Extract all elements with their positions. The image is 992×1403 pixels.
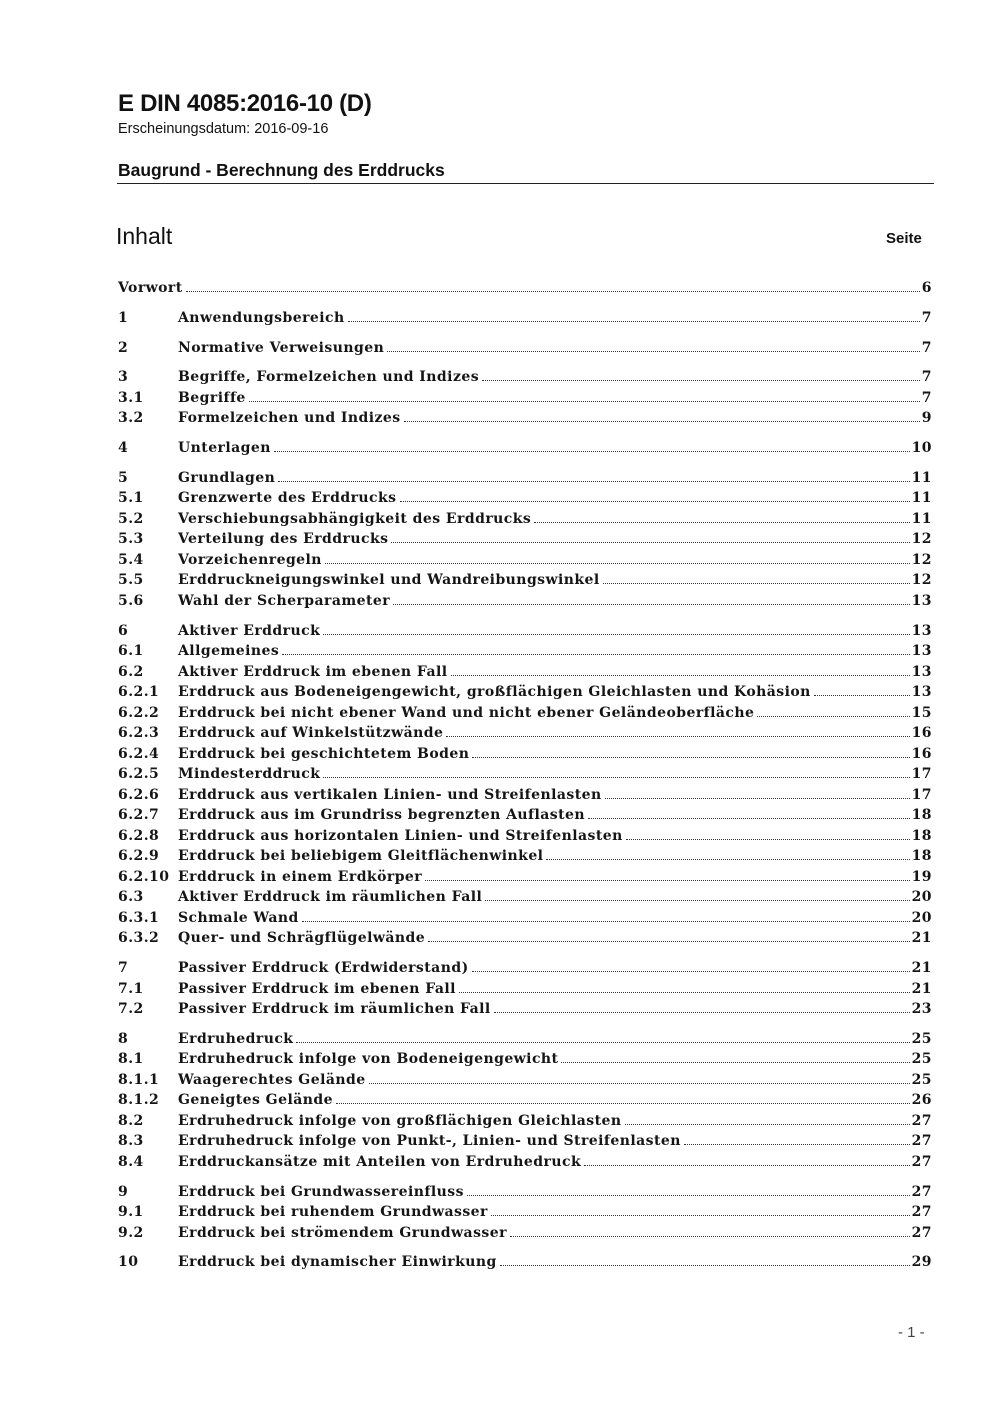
toc-dot-leader	[387, 351, 920, 352]
toc-entry-title: Erddruckneigungswinkel und Wandreibungswinkel	[178, 572, 600, 589]
toc-entry-number: 3.2	[118, 410, 144, 427]
toc-entry[interactable]	[118, 1113, 932, 1134]
toc-entry-title: Erddruck in einem Erdkörper	[178, 868, 423, 885]
toc-entry-title: Verteilung des Erddrucks	[178, 531, 389, 548]
toc-entry-number: 8.1	[118, 1051, 144, 1068]
toc-entry[interactable]	[118, 490, 932, 511]
toc-entry-title: Aktiver Erddruck im ebenen Fall	[178, 663, 448, 680]
toc-entry-number: 6.3	[118, 889, 144, 906]
toc-entry-page: 20	[911, 889, 932, 906]
toc-dot-leader	[425, 880, 909, 881]
toc-entry[interactable]	[118, 511, 932, 532]
toc-entry-page: 16	[911, 725, 932, 742]
toc-entry-number: 5	[118, 469, 129, 486]
toc-entry[interactable]	[118, 746, 932, 767]
toc-dot-leader	[626, 839, 910, 840]
toc-dot-leader	[510, 1236, 910, 1237]
toc-entry-title: Allgemeines	[178, 643, 280, 660]
toc-dot-leader	[282, 654, 909, 655]
toc-entry[interactable]	[118, 340, 932, 361]
toc-entry-title: Aktiver Erddruck	[178, 622, 321, 639]
toc-dot-leader	[446, 736, 909, 737]
toc-dot-leader	[546, 859, 909, 860]
toc-entry-page: 6	[921, 280, 932, 296]
header-divider	[117, 183, 934, 184]
toc-entry[interactable]	[118, 1133, 932, 1154]
toc-dot-leader	[534, 522, 909, 523]
toc-dot-leader	[584, 1165, 909, 1166]
toc-entry-title: Formelzeichen und Indizes	[178, 410, 401, 427]
toc-entry-title: Passiver Erddruck (Erdwiderstand)	[178, 960, 469, 977]
toc-dot-leader	[757, 716, 909, 717]
toc-dot-leader	[500, 1265, 910, 1266]
toc-entry[interactable]	[118, 552, 932, 573]
toc-entry-page: 18	[911, 848, 932, 865]
toc-entry-number: 6.3.1	[118, 909, 160, 926]
toc-entry[interactable]	[118, 787, 932, 808]
toc-entry-number: 8.3	[118, 1133, 144, 1150]
toc-entry-number: 1	[118, 309, 129, 326]
toc-entry-title: Geneigtes Gelände	[178, 1092, 333, 1109]
toc-dot-leader	[404, 421, 920, 422]
toc-entry-number: 6.2.4	[118, 745, 160, 762]
toc-entry-page: 16	[911, 745, 932, 762]
toc-entry-title: Erdruhedruck infolge von Punkt-, Linien- und Streifenlasten	[178, 1133, 681, 1150]
toc-dot-leader	[814, 695, 910, 696]
toc-entry[interactable]	[118, 828, 932, 849]
toc-entry-title: Erddruck bei beliebigem Gleitflächenwinkel	[178, 848, 544, 865]
page-column-label: Seite	[886, 230, 922, 247]
footer-page-number: - 1 -	[898, 1324, 925, 1341]
toc-entry[interactable]	[118, 280, 932, 301]
toc-dot-leader	[393, 604, 909, 605]
toc-entry[interactable]	[118, 470, 932, 491]
toc-entry[interactable]	[118, 593, 932, 614]
toc-entry-page: 18	[911, 807, 932, 824]
toc-entry-number: 6.2.5	[118, 766, 160, 783]
toc-entry[interactable]	[118, 1092, 932, 1113]
toc-dot-leader	[274, 451, 910, 452]
toc-entry-page: 12	[911, 572, 932, 589]
toc-entry-number: 6.2.7	[118, 807, 160, 824]
toc-entry-page: 11	[911, 469, 932, 486]
toc-entry-page: 7	[921, 339, 932, 356]
toc-entry-number: 5.2	[118, 510, 144, 527]
toc-entry-number: 9.1	[118, 1204, 144, 1221]
toc-dot-leader	[625, 1124, 910, 1125]
toc-entry[interactable]	[118, 623, 932, 644]
toc-entry-title: Grenzwerte des Erddrucks	[178, 490, 397, 507]
toc-entry-title: Schmale Wand	[178, 909, 299, 926]
toc-entry[interactable]	[118, 1254, 932, 1275]
toc-entry[interactable]	[118, 643, 932, 664]
toc-entry-page: 25	[911, 1030, 932, 1047]
toc-dot-leader	[603, 583, 910, 584]
toc-entry-title: Erddruck aus vertikalen Linien- und Streifenlasten	[178, 786, 602, 803]
toc-entry[interactable]	[118, 572, 932, 593]
toc-entry-page: 7	[921, 309, 932, 326]
toc-entry-page: 25	[911, 1071, 932, 1088]
toc-entry[interactable]	[118, 664, 932, 685]
toc-entry[interactable]	[118, 910, 932, 931]
toc-entry-title: Unterlagen	[178, 440, 271, 457]
toc-entry-title: Erdruhedruck	[178, 1030, 294, 1047]
toc-entry-page: 27	[911, 1183, 932, 1200]
toc-entry-title: Erddruck bei dynamischer Einwirkung	[178, 1254, 497, 1271]
toc-entry-page: 26	[911, 1092, 932, 1109]
toc-entry[interactable]	[118, 369, 932, 390]
toc-entry-number: 2	[118, 339, 129, 356]
toc-dot-leader	[494, 1012, 910, 1013]
toc-entry-number: 6.1	[118, 643, 144, 660]
toc-entry[interactable]	[118, 1225, 932, 1246]
toc-dot-leader	[428, 941, 910, 942]
toc-entry-page: 27	[911, 1224, 932, 1241]
toc-entry-title: Erddruck auf Winkelstützwände	[178, 725, 444, 742]
toc-heading: Inhalt	[116, 223, 173, 249]
document-subtitle: Baugrund - Berechnung des Erddrucks	[118, 160, 445, 180]
toc-entry-page: 12	[911, 531, 932, 548]
toc-entry-number: 7	[118, 960, 129, 977]
toc-entry-number: 6.2.10	[118, 868, 170, 885]
toc-entry-number: 6.2.2	[118, 704, 160, 721]
toc-entry-page: 23	[911, 1001, 932, 1018]
toc-dot-leader	[459, 992, 910, 993]
toc-entry-number: 5.3	[118, 531, 144, 548]
toc-entry[interactable]	[118, 1154, 932, 1175]
document-title: E DIN 4085:2016-10 (D)	[118, 90, 372, 117]
toc-dot-leader	[561, 1062, 909, 1063]
toc-entry-title: Erdruhedruck infolge von großflächigen Gleichlasten	[178, 1112, 622, 1129]
toc-entry-page: 19	[911, 868, 932, 885]
toc-entry-title: Waagerechtes Gelände	[178, 1071, 366, 1088]
toc-entry-title: Erddruck bei geschichtetem Boden	[178, 745, 470, 762]
toc-entry-title: Vorwort	[118, 280, 183, 296]
toc-entry-number: 8	[118, 1030, 129, 1047]
toc-entry-title: Aktiver Erddruck im räumlichen Fall	[178, 889, 483, 906]
toc-entry-page: 13	[911, 622, 932, 639]
toc-entry[interactable]	[118, 684, 932, 705]
toc-entry[interactable]	[118, 531, 932, 552]
toc-entry[interactable]	[118, 1051, 932, 1072]
toc-dot-leader	[605, 798, 910, 799]
toc-entry[interactable]	[118, 1184, 932, 1205]
toc-entry-title: Erdruhedruck infolge von Bodeneigengewicht	[178, 1051, 559, 1068]
toc-entry[interactable]	[118, 1072, 932, 1093]
toc-entry-title: Normative Verweisungen	[178, 339, 385, 356]
toc-dot-leader	[472, 971, 910, 972]
toc-entry-title: Vorzeichenregeln	[178, 551, 322, 568]
toc-entry-title: Erddruckansätze mit Anteilen von Erdruhedruck	[178, 1153, 582, 1170]
toc-entry-page: 12	[911, 551, 932, 568]
toc-entry[interactable]	[118, 848, 932, 869]
toc-entry-number: 4	[118, 440, 129, 457]
toc-entry-title: Passiver Erddruck im räumlichen Fall	[178, 1001, 491, 1018]
toc-entry-number: 8.1.1	[118, 1071, 160, 1088]
toc-entry-title: Erddruck aus horizontalen Linien- und Streifenlasten	[178, 827, 623, 844]
toc-entry-number: 10	[118, 1254, 139, 1271]
toc-entry-page: 17	[911, 766, 932, 783]
toc-dot-leader	[491, 1215, 910, 1216]
toc-entry[interactable]	[118, 705, 932, 726]
toc-dot-leader	[451, 675, 910, 676]
toc-entry-page: 13	[911, 684, 932, 701]
toc-entry-title: Grundlagen	[178, 469, 276, 486]
toc-entry-number: 3	[118, 369, 129, 386]
toc-dot-leader	[400, 501, 910, 502]
toc-entry-page: 13	[911, 663, 932, 680]
toc-dot-leader	[684, 1144, 910, 1145]
toc-entry-page: 17	[911, 786, 932, 803]
toc-entry-number: 9	[118, 1183, 129, 1200]
toc-entry-title: Quer- und Schrägflügelwände	[178, 930, 426, 947]
toc-entry[interactable]	[118, 766, 932, 787]
toc-entry-number: 3.1	[118, 389, 144, 406]
toc-entry-page: 18	[911, 827, 932, 844]
toc-entry-title: Verschiebungsabhängigkeit des Erddrucks	[178, 510, 532, 527]
toc-entry[interactable]	[118, 930, 932, 951]
toc-entry-page: 9	[921, 410, 932, 427]
toc-dot-leader	[482, 380, 920, 381]
toc-entry-page: 11	[911, 510, 932, 527]
toc-entry-page: 7	[921, 389, 932, 406]
toc-entry-page: 27	[911, 1133, 932, 1150]
toc-dot-leader	[467, 1195, 910, 1196]
table-of-contents	[118, 280, 932, 1275]
toc-entry[interactable]	[118, 960, 932, 981]
toc-dot-leader	[186, 291, 920, 292]
toc-entry-page: 13	[911, 643, 932, 660]
publication-date: Erscheinungsdatum: 2016-09-16	[118, 121, 329, 137]
toc-entry-page: 21	[911, 930, 932, 947]
toc-dot-leader	[336, 1103, 910, 1104]
toc-entry[interactable]	[118, 1031, 932, 1052]
toc-dot-leader	[323, 777, 909, 778]
toc-entry-title: Begriffe	[178, 389, 246, 406]
toc-entry-page: 29	[911, 1254, 932, 1271]
toc-entry-page: 27	[911, 1112, 932, 1129]
toc-entry[interactable]	[118, 869, 932, 890]
toc-entry[interactable]	[118, 410, 932, 431]
toc-entry-number: 5.6	[118, 592, 144, 609]
toc-entry-page: 21	[911, 960, 932, 977]
toc-entry-number: 5.4	[118, 551, 144, 568]
toc-dot-leader	[296, 1042, 909, 1043]
toc-entry-title: Erddruck bei strömendem Grundwasser	[178, 1224, 507, 1241]
toc-entry[interactable]	[118, 981, 932, 1002]
toc-entry[interactable]	[118, 889, 932, 910]
toc-entry-page: 11	[911, 490, 932, 507]
toc-entry[interactable]	[118, 310, 932, 331]
toc-entry-page: 20	[911, 909, 932, 926]
toc-entry-number: 5.5	[118, 572, 144, 589]
toc-entry-title: Anwendungsbereich	[178, 309, 345, 326]
toc-entry-number: 6	[118, 622, 129, 639]
toc-entry[interactable]	[118, 807, 932, 828]
toc-entry[interactable]	[118, 390, 932, 411]
toc-dot-leader	[588, 818, 910, 819]
toc-entry-number: 6.2.3	[118, 725, 160, 742]
toc-entry-number: 6.3.2	[118, 930, 160, 947]
toc-dot-leader	[278, 481, 909, 482]
toc-entry-title: Erddruck bei Grundwassereinfluss	[178, 1183, 464, 1200]
toc-entry-number: 9.2	[118, 1224, 144, 1241]
toc-entry-number: 6.2.9	[118, 848, 160, 865]
toc-entry-page: 7	[921, 369, 932, 386]
toc-dot-leader	[302, 921, 910, 922]
toc-dot-leader	[323, 634, 909, 635]
toc-dot-leader	[369, 1083, 910, 1084]
toc-entry-number: 6.2	[118, 663, 144, 680]
toc-dot-leader	[348, 321, 920, 322]
toc-entry-title: Wahl der Scherparameter	[178, 592, 391, 609]
toc-entry[interactable]	[118, 1001, 932, 1022]
toc-entry-number: 5.1	[118, 490, 144, 507]
toc-entry-page: 27	[911, 1153, 932, 1170]
toc-entry-page: 15	[911, 704, 932, 721]
toc-entry-number: 6.2.8	[118, 827, 160, 844]
toc-entry-number: 8.2	[118, 1112, 144, 1129]
toc-entry-number: 8.1.2	[118, 1092, 160, 1109]
toc-dot-leader	[391, 542, 909, 543]
toc-entry-page: 10	[911, 440, 932, 457]
toc-entry-title: Begriffe, Formelzeichen und Indizes	[178, 369, 480, 386]
toc-entry-title: Erddruck aus im Grundriss begrenzten Auflasten	[178, 807, 586, 824]
toc-entry-title: Erddruck bei nicht ebener Wand und nicht ebener Geländeoberfläche	[178, 704, 755, 721]
toc-dot-leader	[472, 757, 909, 758]
toc-entry-title: Mindesterddruck	[178, 766, 321, 783]
toc-entry-number: 7.2	[118, 1001, 144, 1018]
toc-entry[interactable]	[118, 725, 932, 746]
toc-dot-leader	[249, 401, 920, 402]
toc-entry-page: 21	[911, 980, 932, 997]
toc-entry-page: 13	[911, 592, 932, 609]
toc-entry-title: Erddruck bei ruhendem Grundwasser	[178, 1204, 488, 1221]
toc-entry-page: 27	[911, 1204, 932, 1221]
toc-entry-number: 6.2.1	[118, 684, 160, 701]
toc-entry[interactable]	[118, 1204, 932, 1225]
toc-entry-number: 8.4	[118, 1153, 144, 1170]
toc-entry-number: 6.2.6	[118, 786, 160, 803]
toc-entry-number: 7.1	[118, 980, 144, 997]
toc-dot-leader	[485, 900, 909, 901]
toc-entry[interactable]	[118, 440, 932, 461]
toc-entry-page: 25	[911, 1051, 932, 1068]
toc-dot-leader	[325, 563, 910, 564]
toc-entry-title: Passiver Erddruck im ebenen Fall	[178, 980, 456, 997]
toc-entry-title: Erddruck aus Bodeneigengewicht, großflächigen Gleichlasten und Kohäsion	[178, 684, 811, 701]
